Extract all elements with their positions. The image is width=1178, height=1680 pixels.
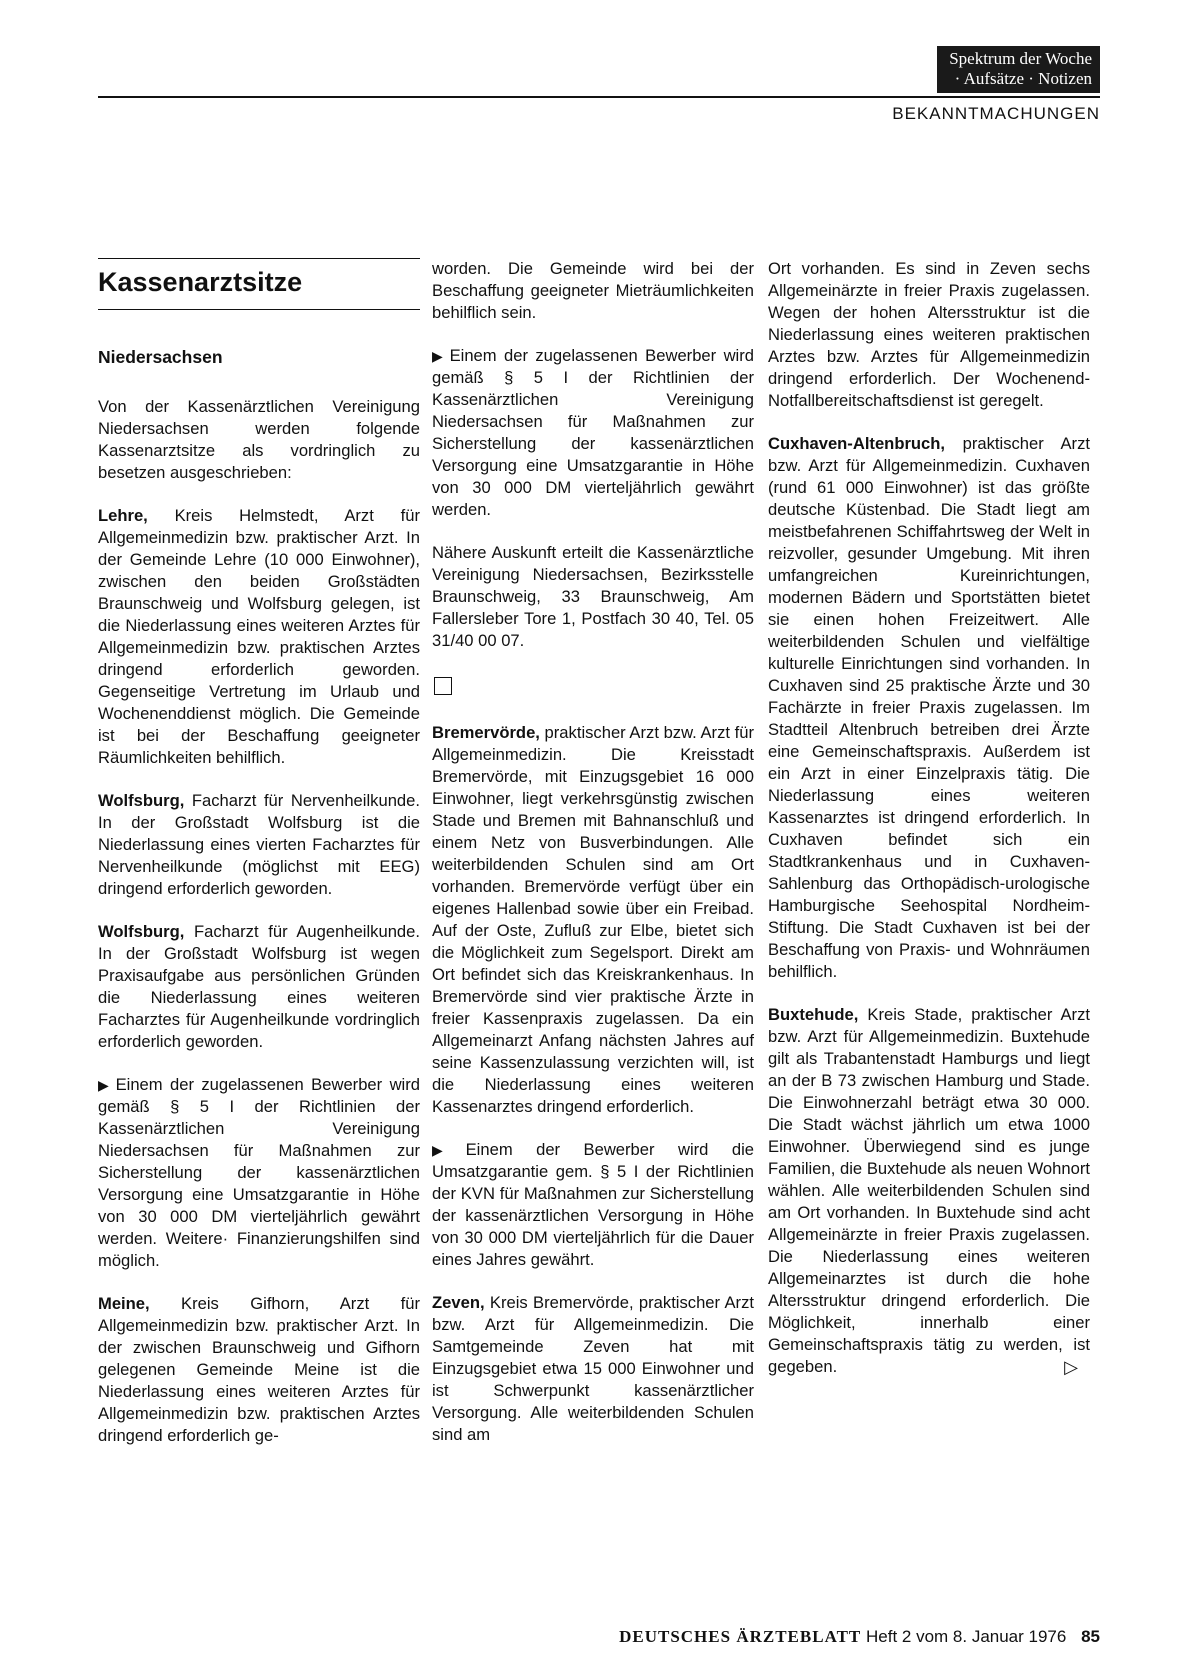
masthead [937,46,1100,93]
top-rule [98,96,1100,98]
listing-buxtehude-text: Kreis Stade, praktischer Arzt bzw. Arzt für Allgemeinmedizin. Buxtehude gilt als Trabantenstadt Hamburgs und liegt an der B 73 zwischen Hamburg und Stade. Die Einwohnerzahl beträgt etwa 30 000. Die Stadt wächst jährlich um etwa 1000 Einwohner. Überwiegend sind es junge Familien, die Buxtehude als neuen Wohnort wählen. Alle weiterbildenden Schulen sind am Ort vorhanden. In Buxtehude sind acht Allgemeinärzte in freier Praxis zugelassen. Die Niederlassung eines weiteren Allgemeinarztes ist durch die hohe Altersstruktur dringend erforderlich. Die Möglichkeit, innerhalb einer Gemeinschaftspraxis tätig zu werden, ist gegeben. [768,1005,1090,1376]
listing-wolfsburg-nerven [98,790,420,900]
listing-meine-lead: Meine, [98,1294,150,1313]
square-separator-icon [434,677,452,695]
intro-paragraph: Von der Kassenärztlichen Vereinigung Niedersachsen werden folgende Kassenarztsitze als vordringlich zu besetzen ausgeschrieben: [98,397,420,482]
triangle-bullet-icon: ▶ [98,1077,112,1093]
listing-zeven-continued: Ort vorhanden. Es sind in Zeven sechs Allgemeinärzte in freier Praxis zugelassen. Wegen der hohen Altersstruktur ist die Niederlassung eines weiteren praktischen Arztes bzw. Arztes für Allgemeinmedizin dringend erforderlich. Der Wochenend-Notfallbereitschaftsdienst ist geregelt. [768,259,1090,410]
guarantee-note-2-text: Einem der zugelassenen Bewerber wird gemäß § 5 I der Richtlinien der Kassenärztlichen Vereinigung Niedersachsen für Maßnahmen zur Sicherstellung der kassenärztlichen Versorgung eine Umsatzgarantie in Höhe von 30 000 DM vierteljährlich gewährt werden. [432,346,754,519]
guarantee-note-1-text: Einem der zugelassenen Bewerber wird gemäß § 5 I der Richtlinien der Kassenärztlichen Vereinigung Niedersachsen für Maßnahmen zur Sicherstellung der kassenärztlichen Versorgung eine Umsatzgarantie in Höhe von 30 000 DM vierteljährlich gewährt werden. Weitere· Finanzierungshilfen sind möglich. [98,1075,420,1270]
listing-buxtehude [768,1004,1090,1378]
listing-wolfsburg-augen [98,921,420,1053]
listing-lehre-lead: Lehre, [98,506,148,525]
guarantee-note-3 [432,1139,754,1271]
continue-arrow-icon: ▷ [1064,1357,1078,1377]
page-footer [619,1627,1100,1647]
listing-lehre [98,505,420,769]
page-number: 85 [1081,1627,1100,1646]
section-label: BEKANNTMACHUNGEN [892,104,1100,123]
guarantee-note-3-text: Einem der Bewerber wird die Umsatzgarantie gem. § 5 I der Richtlinien der KVN für Maßnahmen zur Sicherstellung der kassenärztlichen Versorgung in Höhe von 30 000 DM vierteljährlich für die Dauer eines Jahres gewährt. [432,1140,754,1269]
listing-lehre-text: Kreis Helmstedt, Arzt für Allgemeinmedizin bzw. praktischer Arzt. In der Gemeinde Lehre (10 000 Einwohner), zwischen den beiden Großstädten Braunschweig und Wolfsburg gelegen, ist die Niederlassung eines weiteren Arztes für Allgemeinmedizin bzw. praktischen Arztes dringend erforderlich geworden. Gegenseitige Vertretung im Urlaub und Wochenenddienst möglich. Die Gemeinde ist bei der Beschaffung geeigneter Räumlichkeiten behilflich. [98,506,420,767]
listing-zeven-lead: Zeven, [432,1293,485,1312]
listing-meine [98,1293,420,1447]
listing-cuxhaven-text: praktischer Arzt bzw. Arzt für Allgemeinmedizin. Cuxhaven (rund 61 000 Einwohner) ist das größte deutsche Küstenbad. Die Stadt liegt am meistbefahrenen Schiffahrtsweg der Welt in reizvoller, gesunder Umgebung. Mit ihren umfangreichen Kureinrichtungen, modernen Bädern und Sportstätten bietet sie einen hohen Freizeitwert. Alle weiterbildenden Schulen und vielfältige kulturelle Einrichtungen sind vorhanden. In Cuxhaven sind 25 praktische Ärzte und 30 Fachärzte in freier Praxis zugelassen. Im Stadtteil Altenbruch betreiben drei Ärzte eine Gemeinschaftspraxis. Außerdem ist ein Arzt in einer Einzelpraxis tätig. Die Niederlassung eines weiteren Kassenarztes ist dringend erforderlich. In Cuxhaven befindet sich ein Stadtkrankenhaus und in Cuxhaven-Sahlenburg das Orthopädisch-urologische Hamburgische Seehospital Nordheim-Stiftung. Die Stadt Cuxhaven ist bei der Beschaffung von Praxis- und Wohnräumen behilflich. [768,434,1090,981]
listing-cuxhaven [768,433,1090,983]
column-3 [768,258,1090,1399]
listing-zeven [432,1292,754,1446]
journal-name: DEUTSCHES ÄRZTEBLATT [619,1627,862,1646]
listing-meine-continued: worden. Die Gemeinde wird bei der Beschaffung geeigneter Mieträumlichkeiten behilflich sein. [432,259,754,322]
article-title: Kassenarztsitze [98,267,303,297]
contact-paragraph: Nähere Auskunft erteilt die Kassenärztliche Vereinigung Niedersachsen, Bezirksstelle Braunschweig, 33 Braunschweig, Am Fallersleber Tore 1, Postfach 30 40, Tel. 05 31/40 00 07. [432,543,754,650]
section-separator [432,673,754,701]
masthead-line-2: · Aufsätze · Notizen [954,69,1092,88]
listing-buxtehude-lead: Buxtehude, [768,1005,859,1024]
listing-meine-text: Kreis Gifhorn, Arzt für Allgemeinmedizin bzw. praktischer Arzt. In der zwischen Braunschweig und Gifhorn gelegenen Gemeinde Meine ist die Niederlassung eines weiteren Arztes für Allgemeinmedizin bzw. praktischen Arztes dringend erforderlich ge- [98,1294,420,1445]
listing-bremervoerde-lead: Bremervörde, [432,723,540,742]
triangle-bullet-icon: ▶ [432,1142,462,1158]
column-1 [98,258,420,1468]
masthead-line-1: Spektrum der Woche [949,49,1092,68]
region-subhead: Niedersachsen [98,347,223,367]
listing-wolfsburg-nerven-lead: Wolfsburg, [98,791,185,810]
listing-wolfsburg-augen-lead: Wolfsburg, [98,922,185,941]
guarantee-note-2 [432,345,754,521]
listing-cuxhaven-lead: Cuxhaven-Altenbruch, [768,434,946,453]
column-2 [432,258,754,1467]
listing-zeven-text: Kreis Bremervörde, praktischer Arzt bzw. Arzt für Allgemeinmedizin. Die Samtgemeinde Zeven hat mit Einzugsgebiet etwa 15 000 Einwohner und ist Schwerpunkt kassenärztlicher Versorgung. Alle weiterbildenden Schulen sind am [432,1293,754,1444]
listing-bremervoerde [432,722,754,1118]
listing-bremervoerde-text: praktischer Arzt bzw. Arzt für Allgemeinmedizin. Die Kreisstadt Bremervörde, mit Einzugsgebiet 16 000 Einwohner, liegt verkehrsgünstig zwischen Stade und Bremen mit Bahnanschluß und einem Netz von Busverbindungen. Alle weiterbildenden Schulen sind am Ort vorhanden. Bremervörde verfügt über ein eigenes Hallenbad sowie über ein Freibad. Auf der Oste, Zufluß zur Elbe, bietet sich die Möglichkeit zum Segelsport. Direkt am Ort befindet sich das Kreiskrankenhaus. In Bremervörde sind vier praktische Ärzte in freier Kassenpraxis zugelassen. Da ein Allgemeinarzt Anfang nächsten Jahres auf seine Kassenzulassung verzichten will, ist die Niederlassung eines weiteren Kassenarztes dringend erforderlich. [432,723,754,1116]
guarantee-note-1 [98,1074,420,1272]
listing-wolfsburg-augen-text: Facharzt für Augenheilkunde. In der Großstadt Wolfsburg ist wegen Praxisaufgabe aus persönlichen Gründen die Niederlassung eines weiteren Facharztes für Augenheilkunde vordringlich erforderlich geworden. [98,922,420,1051]
title-block [98,258,420,310]
issue-info: Heft 2 vom 8. Januar 1976 [866,1627,1067,1646]
listing-wolfsburg-nerven-text: Facharzt für Nervenheilkunde. In der Großstadt Wolfsburg ist die Niederlassung eines vierten Facharztes für Nervenheilkunde (möglichst mit EEG) dringend erforderlich geworden. [98,791,420,898]
triangle-bullet-icon: ▶ [432,348,446,364]
